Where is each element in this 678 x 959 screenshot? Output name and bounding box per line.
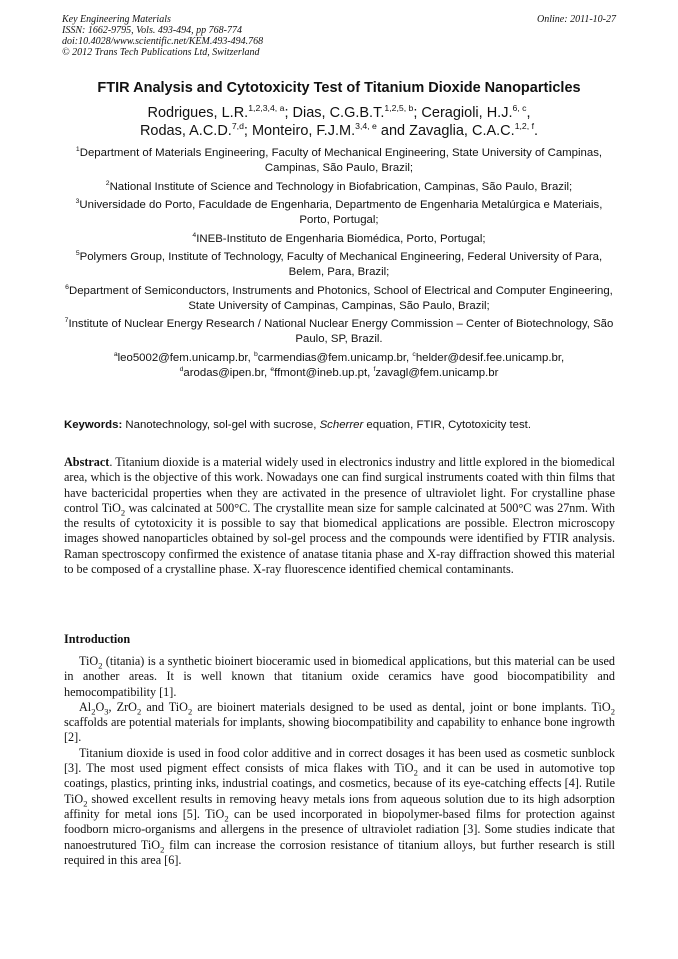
author-list — [40, 104, 638, 140]
affiliation-text: Institute of Nuclear Energy Research / National Nuclear Energy Commission – Center of Biotechnology, São Paulo, SP, Brazil. — [68, 318, 614, 345]
text-run: Al — [79, 699, 92, 714]
abstract-label: Abstract — [64, 455, 110, 469]
issn-line: ISSN: 1662-9795, Vols. 493-494, pp 768-774 — [62, 25, 242, 36]
author-sup: 1,2, f — [514, 121, 535, 132]
journal-name: Key Engineering Materials — [62, 14, 171, 25]
text-run: (titania) is a synthetic bioinert bioceramic used in biomedical applications, but this material can be used in another areas. It is well known that titanium oxide ceramics have good biocompatibility and hemocompatibility [1]. — [64, 654, 615, 699]
email-address[interactable]: zavagl@fem.unicamp.br — [375, 366, 499, 379]
doi-line: doi:10.4028/www.scientific.net/KEM.493-494.768 — [62, 36, 264, 47]
keywords-italic: Scherrer — [319, 419, 364, 431]
subscript: 2 — [413, 767, 418, 778]
abstract-text: was calcinated at 500°C. The crystallite mean size for sample calcinated at 500°C was 27nm. With the results of cytotoxicity it is possible to say that biomedical applications are possible. Electron microscopy images showed nanoparticles obtained by sol-gel process and the compounds were identified by FTIR analysis. Raman spectroscopy confirmed the existence of anatase titania phase and X-ray diffraction showed this material to be composed of a crystalline phase. X-ray fluorescence identified chemical contaminants. — [64, 500, 615, 577]
affiliations — [64, 146, 614, 381]
text-run: scaffolds are potential materials for implants, showing biocompatibility and capability to enhance bone ingrowth [2]. — [64, 715, 615, 745]
text-run: and it can be used in automotive top coatings, plastics, printing inks, industrial coatings, and cosmetics, because of its eye-catching effects [4]. Rutile TiO — [64, 761, 615, 806]
author-name: ; Monteiro, F.J.M. — [243, 123, 356, 139]
author-name: Rodrigues, L.R. — [147, 105, 249, 121]
author-line-2 — [40, 122, 638, 140]
keywords — [64, 418, 618, 433]
author-sup: 7,d — [231, 121, 244, 132]
affiliation-4 — [64, 232, 614, 247]
abstract — [64, 455, 615, 577]
intro-paragraph-3 — [64, 746, 615, 868]
email-address[interactable]: arodas@ipen.br, — [183, 366, 271, 379]
online-date: Online: 2011-10-27 — [537, 14, 616, 25]
subscript: 2 — [136, 706, 142, 717]
subscript: 2 — [224, 813, 229, 824]
subscript: 2 — [120, 507, 126, 518]
subscript: 2 — [610, 706, 615, 717]
affiliation-1 — [64, 146, 614, 176]
author-name: and Zavaglia, C.A.C. — [376, 123, 515, 139]
email-address[interactable]: helder@desif.fee.unicamp.br, — [415, 351, 565, 364]
affiliation-text: Polymers Group, Institute of Technology, Faculty of Mechanical Engineering, Federal University of Para, Belem, Para, Brazil; — [79, 251, 603, 278]
intro-paragraph-1 — [64, 654, 615, 700]
subscript: 2 — [83, 798, 88, 809]
abstract-text: . Titanium dioxide is a material widely used in electronics industry and little explored in the biomedical area, which is the objective of this work. Nowadays one can find surgical instruments coated with thin films that have bactericidal properties when they are activated in the presence of ultraviolet light. For crystalline phase control TiO — [64, 455, 615, 515]
email-sup: a — [113, 350, 118, 358]
subscript: 3 — [104, 706, 109, 717]
copyright-line: © 2012 Trans Tech Publications Ltd, Switzerland — [62, 47, 260, 58]
text-run: TiO — [79, 654, 99, 668]
subscript: 2 — [98, 660, 103, 671]
intro-paragraph-2 — [64, 700, 615, 746]
paper-title: FTIR Analysis and Cytotoxicity Test of Titanium Dioxide Nanoparticles — [97, 80, 581, 96]
keywords-label: Keywords: — [64, 419, 123, 431]
email-sup: d — [179, 365, 184, 373]
author-name: ; Ceragioli, H.J. — [413, 105, 513, 121]
affiliation-6 — [64, 284, 614, 314]
subscript: 2 — [160, 844, 165, 854]
text-run: film can increase the corrosion resistance of titanium alloys, but further research is still required in this area [6]. — [64, 837, 615, 867]
affiliation-num: 5 — [75, 250, 80, 258]
keywords-text: equation, FTIR, Cytotoxicity test. — [363, 419, 532, 431]
affiliation-text: INEB-Instituto de Engenharia Biomédica, Porto, Portugal; — [196, 232, 486, 245]
affiliation-num: 7 — [64, 317, 69, 325]
author-line-1 — [40, 104, 638, 122]
email-address[interactable]: ffmont@ineb.up.pt, — [274, 366, 374, 379]
email-sup: f — [373, 365, 376, 373]
author-sup: 1,2,5, b — [384, 103, 414, 114]
text-run: and TiO — [141, 699, 188, 714]
author-sep: . — [534, 123, 539, 139]
affiliation-text: Department of Semiconductors, Instruments and Photonics, School of Electrical and Computer Engineering, State University of Campinas, Campinas, São Paulo, Brazil; — [68, 284, 613, 312]
text-run: are bioinert materials designed to be used as dental, joint or bone implants. TiO — [192, 699, 611, 714]
email-line-2 — [64, 366, 614, 381]
author-sup: 6, c — [512, 103, 527, 114]
subscript: 2 — [187, 706, 193, 717]
affiliation-5 — [64, 250, 614, 280]
email-address[interactable]: leo5002@fem.unicamp.br, — [117, 351, 254, 364]
text-run: can be used incorporated in biopolymer-based films for protection against foodborn micro-organisms and allergens in the presence of ultraviolet radiation [3]. Some studies indicate that nanoestrutured TiO — [64, 806, 615, 852]
affiliation-num: 4 — [192, 231, 197, 239]
email-sup: b — [253, 350, 258, 358]
text-run: , ZrO — [108, 699, 137, 714]
email-line-1 — [64, 351, 614, 366]
introduction-body — [64, 654, 615, 868]
journal-header — [62, 14, 616, 58]
affiliation-text: Department of Materials Engineering, Faculty of Mechanical Engineering, State University of Campinas, Campinas, São Paulo, Brazil; — [79, 147, 603, 174]
affiliation-3 — [64, 198, 614, 228]
affiliation-text: National Institute of Science and Technology in Biofabrication, Campinas, São Paulo, Brazil; — [109, 180, 573, 193]
author-emails — [64, 351, 614, 381]
text-run: Titanium dioxide is used in food color additive and in correct dosages it has been used as cosmetic sunblock [3]. The most used pigment effect consists of mica flakes with TiO — [64, 745, 615, 776]
author-name: ; Dias, C.G.B.T. — [284, 105, 385, 121]
email-sup: e — [270, 365, 275, 373]
text-run: O — [95, 699, 105, 714]
affiliation-num: 6 — [65, 283, 69, 291]
affiliation-2 — [64, 180, 614, 195]
affiliation-num: 2 — [105, 179, 110, 187]
affiliation-text: Universidade do Porto, Faculdade de Engenharia, Departmento de Engenharia Metalúrgica e Materiais, Porto, Portugal; — [79, 199, 603, 226]
author-name: Rodas, A.C.D. — [139, 123, 232, 139]
text-run: showed excellent results in removing heavy metals ions from aqueous solution due to its high adsorption affinity for metal ions [5]. TiO — [64, 791, 615, 821]
subscript: 2 — [91, 706, 96, 717]
affiliation-num: 3 — [75, 198, 80, 206]
email-address[interactable]: carmendias@fem.unicamp.br, — [257, 351, 413, 364]
author-sup: 3,4, e — [355, 121, 377, 132]
introduction-heading: Introduction — [64, 632, 131, 646]
affiliation-7 — [64, 317, 614, 347]
author-sep: , — [526, 105, 531, 121]
keywords-text: Nanotechnology, sol-gel with sucrose, — [122, 419, 320, 431]
author-sup: 1,2,3,4, a — [248, 103, 285, 114]
affiliation-num: 1 — [75, 146, 80, 154]
email-sup: c — [412, 350, 416, 358]
